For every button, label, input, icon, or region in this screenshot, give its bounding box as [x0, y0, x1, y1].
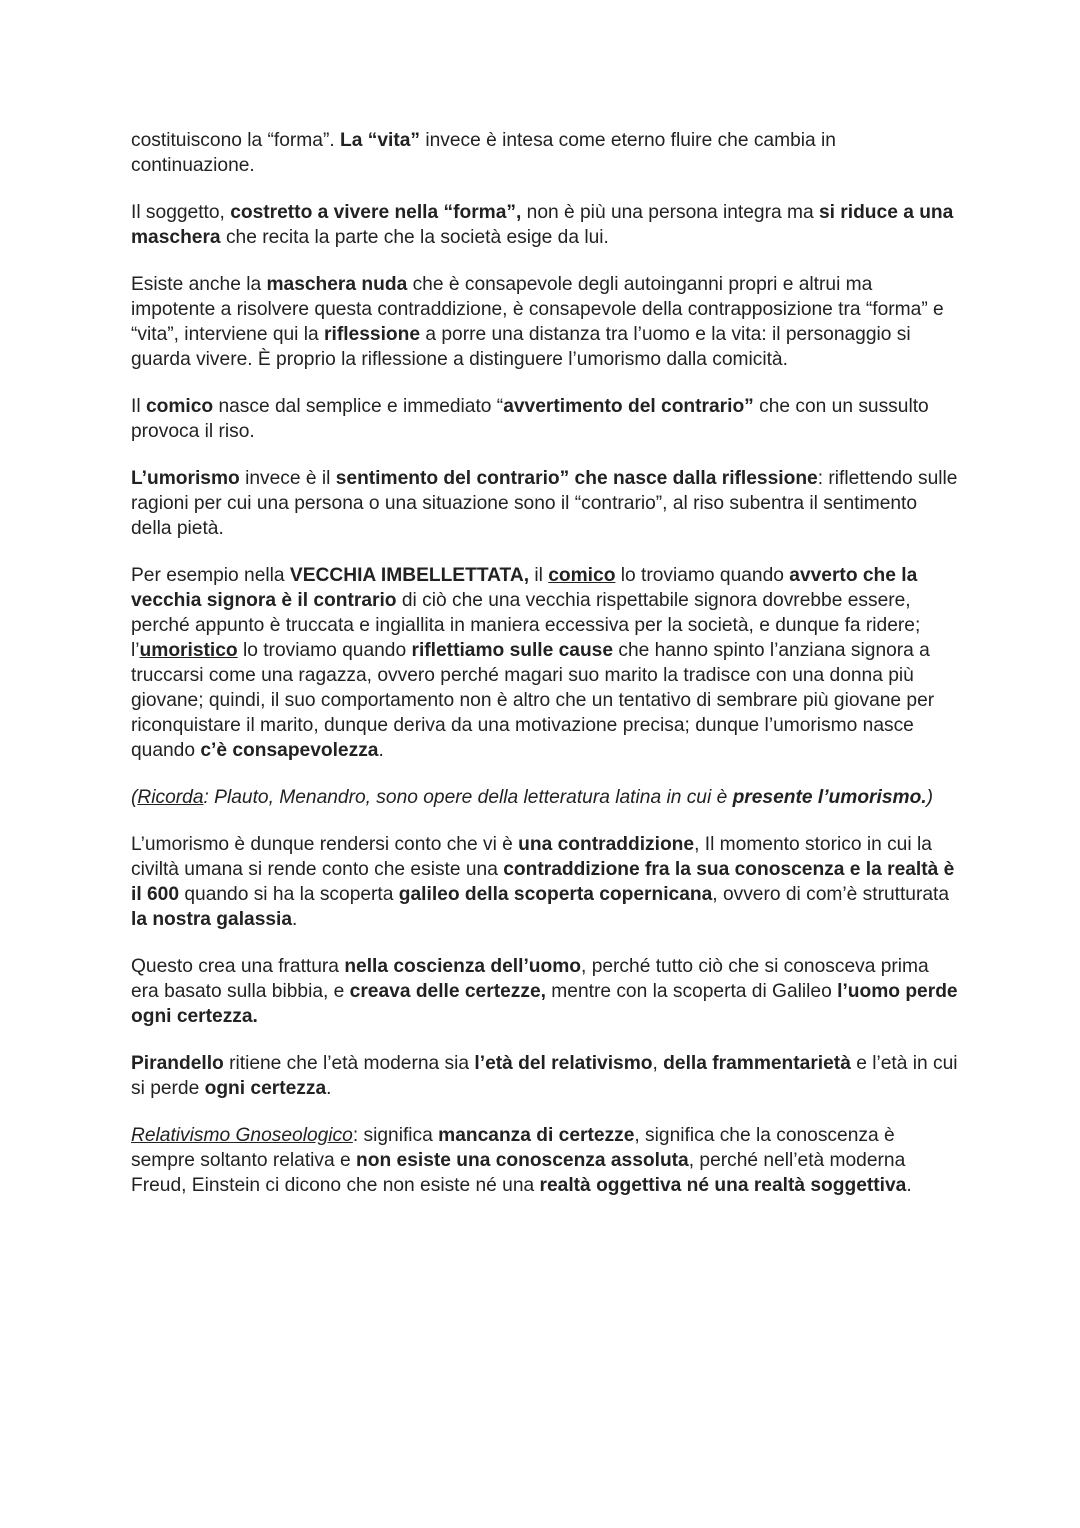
text-run: comico — [145, 396, 214, 417]
text-run: l’uomo perde ogni certezza. — [131, 981, 958, 1027]
document-page — [131, 128, 961, 1220]
text-run: la nostra galassia — [131, 909, 293, 930]
text-run: Esiste anche la — [131, 274, 267, 295]
text-run: costituiscono la “forma”. — [131, 130, 341, 151]
text-run: lo troviamo quando — [237, 640, 412, 661]
text-run: che hanno spinto l’anziana signora a truccarsi come una ragazza, ovvero perché magari suo marito la tradisce con una donna più giovane; quindi, il suo comportamento non è altro che un tentativo di sembrare più giovane per riconquistare il marito, dunque deriva da una motivazione precisa; dunque l’umorismo nasce quando — [131, 640, 935, 761]
text-run: Il — [131, 396, 146, 417]
text-run: contraddizione fra la sua conoscenza e la realtà è il 600 — [131, 859, 955, 905]
text-run: avverto che la vecchia signora è il contrario — [131, 565, 918, 611]
paragraph-relativismo — [131, 1051, 961, 1101]
text-run: , — [652, 1053, 664, 1074]
text-run: , perché tutto ciò che si conosceva prima era basato sulla bibbia, e — [131, 956, 929, 1002]
text-run: che con un sussulto provoca il riso. — [131, 396, 929, 442]
paragraph-relativismo-gnoseologico — [131, 1123, 961, 1198]
text-run: Questo crea una frattura — [131, 956, 345, 977]
text-run: Per esempio nella — [131, 565, 290, 586]
text-run: quando si ha la scoperta — [179, 884, 399, 905]
text-run: l’età del relativismo — [474, 1053, 653, 1074]
text-run: L’umorismo è dunque rendersi conto che vi è — [131, 834, 519, 855]
paragraph-ricorda — [131, 785, 961, 810]
text-run: costretto a vivere nella “forma”, — [230, 202, 522, 223]
text-run: riflettiamo sulle cause — [411, 640, 614, 661]
text-run: nella coscienza dell’uomo — [344, 956, 582, 977]
text-run: presente l’umorismo. — [732, 787, 927, 808]
paragraph-contraddizione — [131, 832, 961, 932]
text-run: ogni certezza — [204, 1078, 327, 1099]
text-run: creava delle certezze, — [349, 981, 546, 1002]
text-run: riflessione — [324, 324, 421, 345]
text-run: Pirandello — [131, 1053, 224, 1074]
paragraph-vecchia-imbellettata — [131, 563, 961, 763]
text-run: che recita la parte che la società esige da lui. — [220, 227, 609, 248]
text-run: umoristico — [139, 640, 238, 661]
text-run: . — [292, 909, 298, 930]
text-run: comico — [548, 565, 616, 586]
paragraph-forma-vita — [131, 128, 961, 178]
text-run: nasce dal semplice e immediato “ — [213, 396, 504, 417]
text-run: ) — [926, 787, 934, 808]
text-run: ( — [131, 787, 138, 808]
text-run: , significa che la conoscenza è sempre soltanto relativa e — [131, 1125, 895, 1171]
text-run: mancanza di certezze — [438, 1125, 635, 1146]
text-run: . — [906, 1175, 912, 1196]
paragraph-frattura — [131, 954, 961, 1029]
text-run: invece è il — [239, 468, 336, 489]
text-run: Il soggetto, — [131, 202, 231, 223]
text-run: e l’età in cui si perde — [131, 1053, 958, 1099]
text-run: avvertimento del contrario” — [503, 396, 754, 417]
text-run: non è più una persona integra ma — [521, 202, 819, 223]
text-run: , Il momento storico in cui la civiltà umana si rende conto che esiste una — [131, 834, 932, 880]
text-run: ritiene che l’età moderna sia — [223, 1053, 475, 1074]
text-run: che è consapevole degli autoinganni propri e altrui ma impotente a risolvere questa contraddizione, è consapevole della contrapposizione tra “forma” e “vita”, interviene qui la — [131, 274, 944, 345]
text-run: si riduce a una maschera — [131, 202, 954, 248]
text-run: Ricorda — [137, 787, 204, 808]
text-run: della frammentarietà — [663, 1053, 851, 1074]
text-run: una contraddizione — [518, 834, 695, 855]
text-run: Relativismo Gnoseologico — [131, 1125, 353, 1146]
text-run: c’è consapevolezza — [200, 740, 379, 761]
paragraph-maschera-nuda — [131, 272, 961, 372]
paragraph-comico — [131, 394, 961, 444]
text-run: il — [529, 565, 549, 586]
text-run: VECCHIA IMBELLETTATA, — [289, 565, 530, 586]
text-run: . — [378, 740, 384, 761]
text-run: di ciò che una vecchia rispettabile signora dovrebbe essere, perché appunto è truccata e ingiallita in maniera eccessiva per la società, e dunque fa ridere; l’ — [131, 590, 921, 661]
text-run: galileo della scoperta copernicana — [398, 884, 713, 905]
paragraph-maschera — [131, 200, 961, 250]
text-run: lo troviamo quando — [615, 565, 790, 586]
text-run: . — [326, 1078, 332, 1099]
text-run: : riflettendo sulle ragioni per cui una persona o una situazione sono il “contrario”, al riso subentra il sentimento della pietà. — [131, 468, 958, 539]
text-run: sentimento del contrario” che nasce dalla riflessione — [335, 468, 818, 489]
text-run: invece è intesa come eterno fluire che cambia in continuazione. — [131, 130, 836, 176]
text-run: maschera nuda — [266, 274, 408, 295]
text-run: realtà oggettiva né una realtà soggettiva — [539, 1175, 907, 1196]
text-run: La “vita” — [340, 130, 420, 151]
text-run: : significa — [352, 1125, 439, 1146]
paragraph-umorismo — [131, 466, 961, 541]
text-run: mentre con la scoperta di Galileo — [545, 981, 838, 1002]
text-run: , perché nell’età moderna Freud, Einstein ci dicono che non esiste né una — [131, 1150, 906, 1196]
text-run: L’umorismo — [131, 468, 240, 489]
text-run: non esiste una conoscenza assoluta — [356, 1150, 689, 1171]
text-run: , ovvero di com’è strutturata — [712, 884, 950, 905]
text-run: a porre una distanza tra l’uomo e la vita: il personaggio si guarda vivere. È proprio la riflessione a distinguere l’umorismo dalla comicità. — [131, 324, 911, 370]
text-run: : Plauto, Menandro, sono opere della letteratura latina in cui è — [203, 787, 733, 808]
